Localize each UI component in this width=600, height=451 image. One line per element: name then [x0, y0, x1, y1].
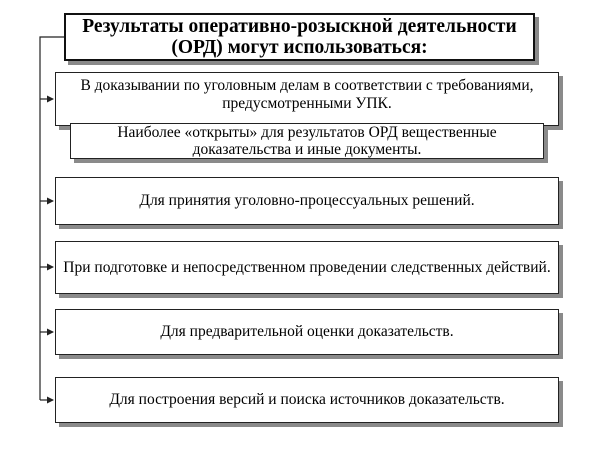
item-investigative-actions-text: При подготовке и непосредственном проведении следственных действий.	[63, 258, 551, 276]
item-procedural-decisions	[55, 177, 559, 225]
diagram-title-text: Результаты оперативно-розыскной деятельности (ОРД) могут использоваться:	[82, 16, 517, 58]
item-preliminary-assessment	[55, 309, 559, 355]
item-evidence-note	[70, 123, 544, 159]
item-investigative-actions	[55, 241, 559, 294]
item-evidence-note-text: Наиболее «открыты» для результатов ОРД вещественные доказательства и иные документы.	[117, 124, 497, 158]
item-procedural-decisions-text: Для принятия уголовно-процессуальных решений.	[139, 192, 475, 209]
item-evidence-proving	[55, 72, 559, 126]
item-preliminary-assessment-text: Для предварительной оценки доказательств.	[160, 323, 454, 340]
diagram-title	[64, 13, 535, 61]
item-versions-search	[55, 377, 559, 423]
item-versions-search-text: Для построения версий и поиска источников доказательств.	[109, 391, 505, 408]
item-evidence-proving-text: В доказывании по уголовным делам в соответствии с требованиями, предусмотренными УПК.	[80, 77, 534, 112]
